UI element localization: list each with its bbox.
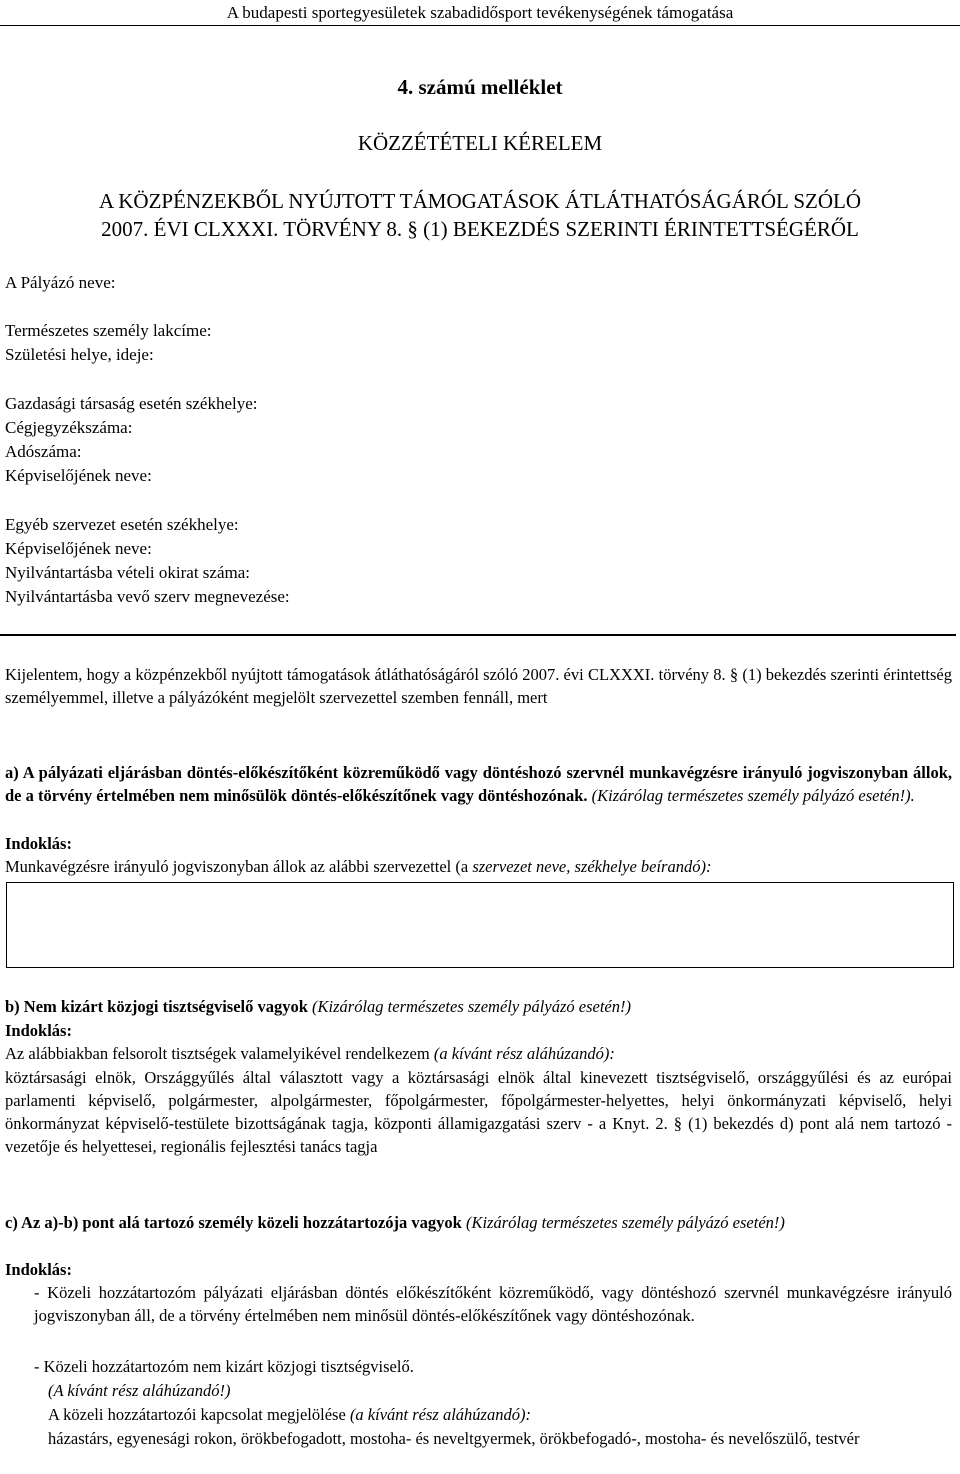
field-applicant-name: A Pályázó neve: [5, 273, 116, 292]
subject-title-line2: 2007. ÉVI CLXXXI. TÖRVÉNY 8. § (1) BEKEZDÉS SZERINTI ÉRINTETTSÉGÉRŐL [101, 217, 859, 241]
running-header: A budapesti sportegyesületek szabadidősport tevékenységének támogatása [0, 0, 960, 26]
field-company-reg-no: Cégjegyzékszáma: [5, 418, 133, 437]
section-b-bold: b) Nem kizárt közjogi tisztségviselő vagyok [5, 997, 308, 1016]
subject-title-line1: A KÖZPÉNZEKBŐL NYÚJTOTT TÁMOGATÁSOK ÁTLÁTHATÓSÁGÁRÓL SZÓLÓ [98, 189, 862, 213]
annex-title: 4. számú melléklet [397, 75, 563, 99]
section-c-note: (Kizárólag természetes személy pályázó esetén!) [461, 1213, 785, 1232]
section-c-item-2: - Közeli hozzátartozóm nem kizárt közjogi tisztségviselő. [34, 1357, 414, 1376]
section-c-relation-intro [48, 1403, 952, 1426]
request-title: KÖZZÉTÉTELI KÉRELEM [357, 131, 603, 155]
section-c-bold: c) Az a)-b) pont alá tartozó személy közeli hozzátartozója vagyok [5, 1213, 462, 1232]
section-a-employment-hint: szervezet neve, székhelye beírandó): [472, 857, 712, 876]
section-c-relation-intro-text: A közeli hozzátartozói kapcsolat megjelölése [48, 1405, 350, 1424]
field-company-seat: Gazdasági társaság esetén székhelye: [5, 394, 258, 413]
field-other-org-rep: Képviselőjének neve: [5, 539, 152, 558]
section-c-heading [5, 1211, 952, 1234]
section-a-note: (Kizárólag természetes személy pályázó esetén!). [587, 786, 915, 805]
field-other-org-seat: Egyéb szervezet esetén székhelye: [5, 515, 239, 534]
separator-rule [0, 634, 956, 636]
field-registry-doc-no: Nyilvántartásba vételi okirat száma: [5, 563, 250, 582]
section-b-heading [5, 995, 952, 1018]
field-birth-place-date: Születési helye, ideje: [5, 345, 154, 364]
declaration-intro: Kijelentem, hogy a közpénzekből nyújtott támogatások átláthatóságáról szóló 2007. évi CLXXXI. törvény 8. § (1) bekezdés szerinti érintettség személyemmel, illetve a pályázóként megjelölt szervezettel szemben fennáll, mert [5, 665, 952, 707]
section-a-reason-label: Indoklás: [5, 834, 72, 853]
section-a-bold: a) A pályázati eljárásban döntés-előkészítőként közreműködő vagy döntéshozó szervnél munkavégzésre irányuló jogviszonyban állok, de a törvény értelmében nem minősülök döntés-előkészítőnek vagy döntéshozónak. [5, 763, 952, 805]
section-a-employment [5, 855, 952, 878]
section-c-item-1: - Közeli hozzátartozóm pályázati eljárásban döntés előkészítőként közreműködő, vagy döntéshozó szervnél munkavégzésre irányuló jogviszonyban áll, de a törvény értelmében nem minősül döntés-előkészítőnek vagy döntéshozónak. [34, 1283, 952, 1325]
section-a-employment-text: Munkavégzésre irányuló jogviszonyban állok az alábbi szervezettel (a [5, 857, 473, 876]
section-b-positions-hint: (a kívánt rész aláhúzandó): [433, 1044, 615, 1063]
organization-answer-box[interactable] [6, 882, 954, 968]
section-b-positions-intro [5, 1042, 952, 1065]
section-c-reason-label: Indoklás: [5, 1260, 72, 1279]
section-b-positions-intro-text: Az alábbiakban felsorolt tisztségek valamelyikével rendelkezem [5, 1044, 434, 1063]
section-b-note: (Kizárólag természetes személy pályázó esetén!) [307, 997, 631, 1016]
section-b-reason-label: Indoklás: [5, 1021, 72, 1040]
section-b-positions-list: köztársasági elnök, Országgyűlés által választott vagy a köztársasági elnök által kinevezett tisztségviselő, országgyűlési és az európai parlamenti képviselő, polgármester, alpolgármester, főpolgármester, főpolgármester-helyettes, helyi önkormányzati képviselő, helyi önkormányzat képviselő-testülete bizottságának tagja, központi államigazgatási szerv - a Knyt. 2. § (1) bekezdés d) pont alá nem tartozó - vezetője és helyettesei, regionális fejlesztési tanács tagja [5, 1068, 952, 1156]
section-c-relation-hint: (a kívánt rész aláhúzandó): [349, 1405, 531, 1424]
section-c-item-2-note: (A kívánt rész aláhúzandó!) [48, 1381, 231, 1400]
field-registry-body: Nyilvántartásba vevő szerv megnevezése: [5, 587, 290, 606]
field-tax-no: Adószáma: [5, 442, 82, 461]
field-natural-address: Természetes személy lakcíme: [5, 321, 212, 340]
field-company-rep: Képviselőjének neve: [5, 466, 152, 485]
section-c-relation-list: házastárs, egyenesági rokon, örökbefogadott, mostoha- és neveltgyermek, örökbefogadó-, mostoha- és nevelőszülő, testvér [48, 1429, 860, 1448]
section-a-heading [5, 761, 952, 807]
subject-title [0, 187, 960, 243]
